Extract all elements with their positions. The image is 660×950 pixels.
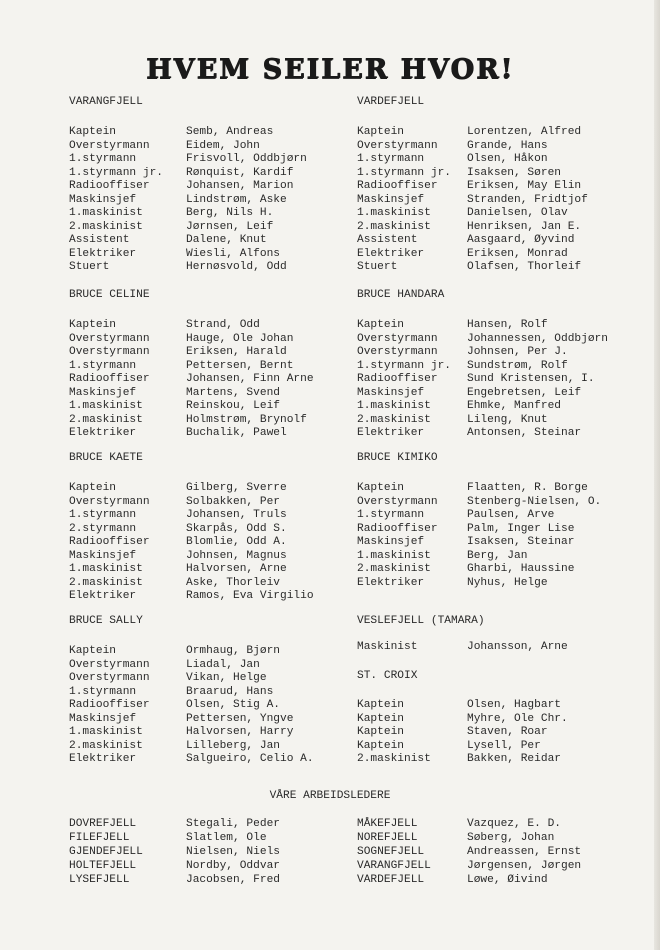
crew-row bbox=[69, 319, 369, 333]
crew-row bbox=[357, 509, 657, 523]
crew-member-name: Staven, Roar bbox=[467, 726, 548, 738]
leader-ship: FILEFJELL bbox=[69, 832, 130, 844]
crew-member-name: Myhre, Ole Chr. bbox=[467, 712, 568, 725]
crew-role: Radiooffiser bbox=[69, 373, 150, 385]
crew-member-name: Frisvoll, Oddbjørn bbox=[186, 153, 307, 165]
leader-ship: HOLTEFJELL bbox=[69, 860, 137, 872]
leader-ship: VARANGFJELL bbox=[357, 860, 431, 872]
crew-list bbox=[357, 482, 657, 590]
crew-row bbox=[357, 153, 657, 167]
crew-role: Maskinsjef bbox=[69, 712, 137, 725]
crew-member-name: Hansen, Rolf bbox=[467, 319, 548, 331]
crew-row bbox=[357, 180, 657, 194]
crew-role: Elektriker bbox=[357, 247, 425, 260]
crew-row bbox=[357, 414, 657, 428]
crew-row bbox=[357, 753, 657, 767]
crew-row bbox=[69, 333, 369, 347]
crew-role: Radiooffiser bbox=[357, 180, 438, 192]
crew-row bbox=[357, 126, 657, 140]
crew-row bbox=[357, 523, 657, 537]
crew-role: 1.maskinist bbox=[69, 400, 143, 412]
crew-member-name: Pettersen, Yngve bbox=[186, 712, 294, 725]
crew-member-name: Sund Kristensen, I. bbox=[467, 373, 595, 385]
crew-row bbox=[69, 360, 369, 374]
crew-row bbox=[69, 140, 369, 154]
crew-row bbox=[69, 234, 369, 248]
leader-name: Jørgensen, Jørgen bbox=[467, 860, 582, 872]
crew-row bbox=[357, 641, 657, 655]
crew-list bbox=[69, 319, 369, 441]
crew-member-name: Berg, Nils H. bbox=[186, 207, 274, 219]
crew-member-name: Stenberg-Nielsen, O. bbox=[467, 495, 602, 508]
crew-row bbox=[69, 414, 369, 428]
leader-row bbox=[69, 831, 369, 845]
ship-block bbox=[357, 615, 657, 655]
crew-row bbox=[357, 333, 657, 347]
crew-row bbox=[69, 550, 369, 564]
crew-role: 2.maskinist bbox=[357, 563, 431, 575]
crew-role: Overstyrmann bbox=[69, 658, 150, 671]
crew-list bbox=[357, 699, 657, 767]
crew-list bbox=[69, 126, 369, 275]
crew-row bbox=[69, 248, 369, 262]
crew-member-name: Flaatten, R. Borge bbox=[467, 482, 588, 494]
crew-row bbox=[357, 346, 657, 360]
crew-role: 1.maskinist bbox=[357, 400, 431, 412]
crew-member-name: Vikan, Helge bbox=[186, 672, 267, 684]
ship-name: BRUCE KAETE bbox=[69, 452, 143, 464]
leader-row bbox=[357, 859, 657, 873]
crew-role: Kaptein bbox=[357, 319, 404, 331]
crew-role: Kaptein bbox=[357, 126, 404, 138]
crew-row bbox=[69, 207, 369, 221]
crew-list bbox=[357, 641, 657, 655]
crew-row bbox=[69, 261, 369, 275]
crew-row bbox=[357, 319, 657, 333]
crew-role: Maskinsjef bbox=[357, 193, 425, 206]
crew-member-name: Antonsen, Steinar bbox=[467, 427, 582, 439]
crew-row bbox=[69, 194, 369, 208]
crew-role: 1.maskinist bbox=[69, 207, 143, 219]
crew-role: Overstyrmann bbox=[69, 346, 150, 358]
crew-member-name: Palm, Inger Lise bbox=[467, 522, 575, 535]
crew-member-name: Martens, Svend bbox=[186, 386, 280, 399]
crew-member-name: Isaksen, Søren bbox=[467, 166, 561, 179]
crew-row bbox=[69, 221, 369, 235]
crew-member-name: Eidem, John bbox=[186, 139, 260, 152]
crew-member-name: Strand, Odd bbox=[186, 319, 260, 331]
crew-row bbox=[357, 496, 657, 510]
crew-row bbox=[69, 645, 369, 659]
crew-role: 2.maskinist bbox=[357, 413, 431, 426]
crew-row bbox=[357, 261, 657, 275]
crew-member-name: Olsen, Hagbart bbox=[467, 699, 561, 711]
crew-role: Overstyrmann bbox=[357, 332, 438, 345]
crew-row bbox=[69, 659, 369, 673]
crew-member-name: Hernøsvold, Odd bbox=[186, 261, 287, 273]
crew-row bbox=[357, 194, 657, 208]
ship-name: VESLEFJELL (TAMARA) bbox=[357, 615, 485, 627]
crew-member-name: Ehmke, Manfred bbox=[467, 400, 561, 412]
crew-row bbox=[69, 167, 369, 181]
crew-role: 2.styrmann bbox=[69, 522, 137, 535]
crew-row bbox=[69, 590, 369, 604]
leader-row bbox=[69, 873, 369, 887]
crew-member-name: Olsen, Håkon bbox=[467, 153, 548, 165]
crew-role: 1.styrmann bbox=[357, 153, 425, 165]
crew-role: 1.styrmann jr. bbox=[69, 166, 163, 179]
crew-role: Maskinsjef bbox=[69, 549, 137, 562]
leaders-right-column bbox=[357, 817, 657, 887]
crew-role: Kaptein bbox=[69, 319, 116, 331]
crew-role: 1.styrmann bbox=[357, 509, 425, 521]
crew-role: Maskinsjef bbox=[357, 536, 425, 548]
crew-member-name: Olsen, Stig A. bbox=[186, 699, 280, 711]
leader-name: Nordby, Oddvar bbox=[186, 860, 280, 872]
crew-row bbox=[69, 726, 369, 740]
crew-role: Maskinist bbox=[357, 641, 418, 653]
ship-name: BRUCE HANDARA bbox=[357, 289, 445, 301]
leader-row bbox=[357, 817, 657, 831]
leader-ship: MÅKEFJELL bbox=[357, 818, 418, 830]
crew-role: Overstyrmann bbox=[69, 672, 150, 684]
crew-member-name: Johnsen, Per J. bbox=[467, 346, 568, 358]
ship-block bbox=[357, 670, 657, 767]
crew-role: Radiooffiser bbox=[357, 373, 438, 385]
crew-member-name: Hauge, Ole Johan bbox=[186, 332, 294, 345]
crew-role: Kaptein bbox=[357, 712, 404, 725]
crew-row bbox=[357, 400, 657, 414]
crew-member-name: Eriksen, Harald bbox=[186, 346, 287, 358]
crew-member-name: Halvorsen, Harry bbox=[186, 726, 294, 738]
crew-role: Kaptein bbox=[357, 482, 404, 494]
crew-row bbox=[69, 672, 369, 686]
crew-row bbox=[69, 740, 369, 754]
leaders-heading: VÅRE ARBEIDSLEDERE bbox=[269, 790, 391, 802]
crew-role: Kaptein bbox=[357, 739, 404, 752]
crew-member-name: Johansen, Marion bbox=[186, 180, 294, 192]
crew-row bbox=[69, 400, 369, 414]
crew-row bbox=[69, 577, 369, 591]
crew-row bbox=[69, 563, 369, 577]
crew-role: Overstyrmann bbox=[69, 495, 150, 508]
ship-block bbox=[357, 96, 657, 275]
ship-block bbox=[69, 452, 369, 604]
crew-list bbox=[69, 645, 369, 767]
crew-role: 1.maskinist bbox=[69, 726, 143, 738]
crew-member-name: Salgueiro, Celio A. bbox=[186, 753, 314, 765]
ship-block bbox=[357, 289, 657, 441]
crew-row bbox=[69, 699, 369, 713]
leader-name: Stegali, Peder bbox=[186, 818, 280, 830]
crew-member-name: Grande, Hans bbox=[467, 139, 548, 152]
crew-role: Assistent bbox=[69, 234, 130, 246]
crew-role: 2.maskinist bbox=[357, 220, 431, 233]
crew-role: 1.styrmann jr. bbox=[357, 166, 451, 179]
crew-row bbox=[357, 482, 657, 496]
crew-row bbox=[69, 523, 369, 537]
crew-role: Overstyrmann bbox=[357, 346, 438, 358]
leader-ship: LYSEFJELL bbox=[69, 874, 130, 886]
crew-member-name: Dalene, Knut bbox=[186, 234, 267, 246]
crew-row bbox=[357, 167, 657, 181]
crew-role: 1.maskinist bbox=[69, 563, 143, 575]
crew-row bbox=[69, 346, 369, 360]
crew-role: Elektriker bbox=[69, 247, 137, 260]
crew-member-name: Danielsen, Olav bbox=[467, 207, 568, 219]
crew-member-name: Aske, Thorleiv bbox=[186, 576, 280, 589]
crew-role: Kaptein bbox=[69, 126, 116, 138]
crew-member-name: Sundstrøm, Rolf bbox=[467, 359, 568, 372]
ship-block bbox=[69, 289, 369, 441]
crew-member-name: Johansen, Finn Arne bbox=[186, 373, 314, 385]
crew-role: Elektriker bbox=[69, 753, 137, 765]
crew-row bbox=[357, 713, 657, 727]
crew-member-name: Eriksen, Monrad bbox=[467, 247, 568, 260]
crew-member-name: Gilberg, Sverre bbox=[186, 482, 287, 494]
crew-member-name: Braarud, Hans bbox=[186, 685, 274, 698]
leader-ship: DOVREFJELL bbox=[69, 818, 137, 830]
crew-row bbox=[357, 221, 657, 235]
crew-row bbox=[357, 536, 657, 550]
crew-member-name: Pettersen, Bernt bbox=[186, 359, 294, 372]
crew-role: Maskinsjef bbox=[357, 386, 425, 399]
leader-name: Nielsen, Niels bbox=[186, 846, 280, 858]
ship-name: BRUCE CELINE bbox=[69, 289, 150, 301]
crew-member-name: Nyhus, Helge bbox=[467, 576, 548, 589]
crew-role: Maskinsjef bbox=[69, 386, 137, 399]
crew-role: 2.maskinist bbox=[69, 576, 143, 589]
crew-row bbox=[357, 740, 657, 754]
leader-ship: NOREFJELL bbox=[357, 832, 418, 844]
crew-member-name: Lindstrøm, Aske bbox=[186, 193, 287, 206]
leader-name: Løwe, Øivind bbox=[467, 874, 548, 886]
crew-member-name: Buchalik, Pawel bbox=[186, 427, 287, 439]
crew-role: Overstyrmann bbox=[69, 332, 150, 345]
crew-list bbox=[357, 126, 657, 275]
crew-row bbox=[69, 536, 369, 550]
crew-role: 2.maskinist bbox=[357, 753, 431, 765]
crew-role: 1.maskinist bbox=[357, 549, 431, 562]
crew-row bbox=[69, 373, 369, 387]
crew-member-name: Isaksen, Steinar bbox=[467, 536, 575, 548]
ship-name: BRUCE KIMIKO bbox=[357, 452, 438, 464]
crew-role: Stuert bbox=[357, 261, 398, 273]
leader-row bbox=[69, 817, 369, 831]
crew-member-name: Johansson, Arne bbox=[467, 641, 568, 653]
crew-row bbox=[69, 713, 369, 727]
crew-member-name: Wiesli, Alfons bbox=[186, 247, 280, 260]
crew-role: 2.maskinist bbox=[69, 739, 143, 752]
crew-member-name: Halvorsen, Arne bbox=[186, 563, 287, 575]
leader-name: Slatlem, Ole bbox=[186, 832, 267, 844]
crew-row bbox=[357, 248, 657, 262]
leaders-left-column bbox=[69, 817, 369, 887]
leader-ship: VARDEFJELL bbox=[357, 874, 425, 886]
crew-row bbox=[69, 753, 369, 767]
crew-row bbox=[357, 427, 657, 441]
crew-role: Overstyrmann bbox=[357, 139, 438, 152]
crew-role: Kaptein bbox=[69, 482, 116, 494]
crew-row bbox=[69, 496, 369, 510]
crew-role: 1.styrmann bbox=[69, 359, 137, 372]
crew-row bbox=[357, 373, 657, 387]
crew-role: Overstyrmann bbox=[357, 495, 438, 508]
crew-member-name: Bakken, Reidar bbox=[467, 753, 561, 765]
crew-member-name: Berg, Jan bbox=[467, 549, 528, 562]
leader-ship: GJENDEFJELL bbox=[69, 846, 143, 858]
leader-row bbox=[357, 873, 657, 887]
ship-block bbox=[357, 452, 657, 590]
crew-row bbox=[357, 563, 657, 577]
crew-row bbox=[69, 180, 369, 194]
crew-member-name: Ormhaug, Bjørn bbox=[186, 645, 280, 657]
crew-member-name: Johansen, Truls bbox=[186, 509, 287, 521]
crew-member-name: Gharbi, Haussine bbox=[467, 563, 575, 575]
crew-member-name: Blomlie, Odd A. bbox=[186, 536, 287, 548]
crew-member-name: Rønquist, Kardif bbox=[186, 166, 294, 179]
crew-role: Stuert bbox=[69, 261, 110, 273]
crew-member-name: Lilleberg, Jan bbox=[186, 739, 280, 752]
ship-block bbox=[69, 615, 369, 767]
crew-member-name: Semb, Andreas bbox=[186, 126, 274, 138]
crew-role: Kaptein bbox=[357, 726, 404, 738]
crew-member-name: Johannessen, Oddbjørn bbox=[467, 332, 608, 345]
leader-name: Søberg, Johan bbox=[467, 832, 555, 844]
crew-row bbox=[357, 699, 657, 713]
crew-row bbox=[357, 387, 657, 401]
leader-row bbox=[69, 845, 369, 859]
crew-member-name: Eriksen, May Elin bbox=[467, 180, 582, 192]
crew-role: 1.styrmann jr. bbox=[357, 359, 451, 372]
leader-name: Andreassen, Ernst bbox=[467, 846, 582, 858]
crew-list bbox=[357, 319, 657, 441]
crew-list bbox=[69, 482, 369, 604]
crew-member-name: Henriksen, Jan E. bbox=[467, 220, 582, 233]
crew-row bbox=[357, 726, 657, 740]
crew-role: Radiooffiser bbox=[69, 536, 150, 548]
ship-block bbox=[69, 96, 369, 275]
crew-row bbox=[69, 482, 369, 496]
crew-role: 2.maskinist bbox=[69, 220, 143, 233]
ship-name: VARDEFJELL bbox=[357, 96, 425, 108]
crew-member-name: Lorentzen, Alfred bbox=[467, 126, 582, 138]
crew-role: 1.styrmann bbox=[69, 509, 137, 521]
crew-row bbox=[357, 577, 657, 591]
crew-row bbox=[357, 140, 657, 154]
crew-member-name: Holmstrøm, Brynolf bbox=[186, 413, 307, 426]
crew-row bbox=[69, 126, 369, 140]
leader-name: Jacobsen, Fred bbox=[186, 874, 280, 886]
crew-row bbox=[69, 427, 369, 441]
crew-role: Kaptein bbox=[69, 645, 116, 657]
crew-role: Overstyrmann bbox=[69, 139, 150, 152]
crew-member-name: Lileng, Knut bbox=[467, 413, 548, 426]
ship-name: BRUCE SALLY bbox=[69, 615, 143, 627]
crew-role: 2.maskinist bbox=[69, 413, 143, 426]
crew-row bbox=[69, 387, 369, 401]
crew-role: Maskinsjef bbox=[69, 193, 137, 206]
crew-role: Elektriker bbox=[69, 427, 137, 439]
crew-row bbox=[69, 509, 369, 523]
page-edge-shadow bbox=[654, 0, 660, 950]
crew-role: Kaptein bbox=[357, 699, 404, 711]
crew-member-name: Paulsen, Arve bbox=[467, 509, 555, 521]
crew-member-name: Aasgaard, Øyvind bbox=[467, 234, 575, 246]
crew-member-name: Lysell, Per bbox=[467, 739, 541, 752]
crew-member-name: Jørnsen, Leif bbox=[186, 220, 274, 233]
crew-member-name: Skarpås, Odd S. bbox=[186, 522, 287, 535]
crew-member-name: Solbakken, Per bbox=[186, 495, 280, 508]
leader-row bbox=[69, 859, 369, 873]
leader-name: Vazquez, E. D. bbox=[467, 818, 561, 830]
ship-name: ST. CROIX bbox=[357, 670, 418, 682]
crew-member-name: Reinskou, Leif bbox=[186, 400, 280, 412]
crew-role: Radiooffiser bbox=[69, 699, 150, 711]
leader-ship: SOGNEFJELL bbox=[357, 846, 425, 858]
crew-role: Radiooffiser bbox=[69, 180, 150, 192]
crew-role: 1.maskinist bbox=[357, 207, 431, 219]
crew-member-name: Stranden, Fridtjof bbox=[467, 193, 588, 206]
crew-row bbox=[69, 153, 369, 167]
crew-row bbox=[69, 686, 369, 700]
leader-row bbox=[357, 845, 657, 859]
crew-member-name: Liadal, Jan bbox=[186, 658, 260, 671]
crew-member-name: Johnsen, Magnus bbox=[186, 549, 287, 562]
crew-row bbox=[357, 207, 657, 221]
crew-role: 1.styrmann bbox=[69, 153, 137, 165]
crew-member-name: Ramos, Eva Virgilio bbox=[186, 590, 314, 602]
crew-row bbox=[357, 360, 657, 374]
page-title: HVEM SEILER HVOR! bbox=[145, 54, 515, 85]
ship-name: VARANGFJELL bbox=[69, 96, 143, 108]
crew-role: Assistent bbox=[357, 234, 418, 246]
leader-row bbox=[357, 831, 657, 845]
crew-row bbox=[357, 234, 657, 248]
crew-member-name: Engebretsen, Leif bbox=[467, 386, 582, 399]
crew-role: Elektriker bbox=[357, 576, 425, 589]
crew-role: Radiooffiser bbox=[357, 522, 438, 535]
crew-row bbox=[357, 550, 657, 564]
crew-member-name: Olafsen, Thorleif bbox=[467, 261, 582, 273]
crew-role: 1.styrmann bbox=[69, 685, 137, 698]
crew-role: Elektriker bbox=[69, 590, 137, 602]
crew-role: Elektriker bbox=[357, 427, 425, 439]
